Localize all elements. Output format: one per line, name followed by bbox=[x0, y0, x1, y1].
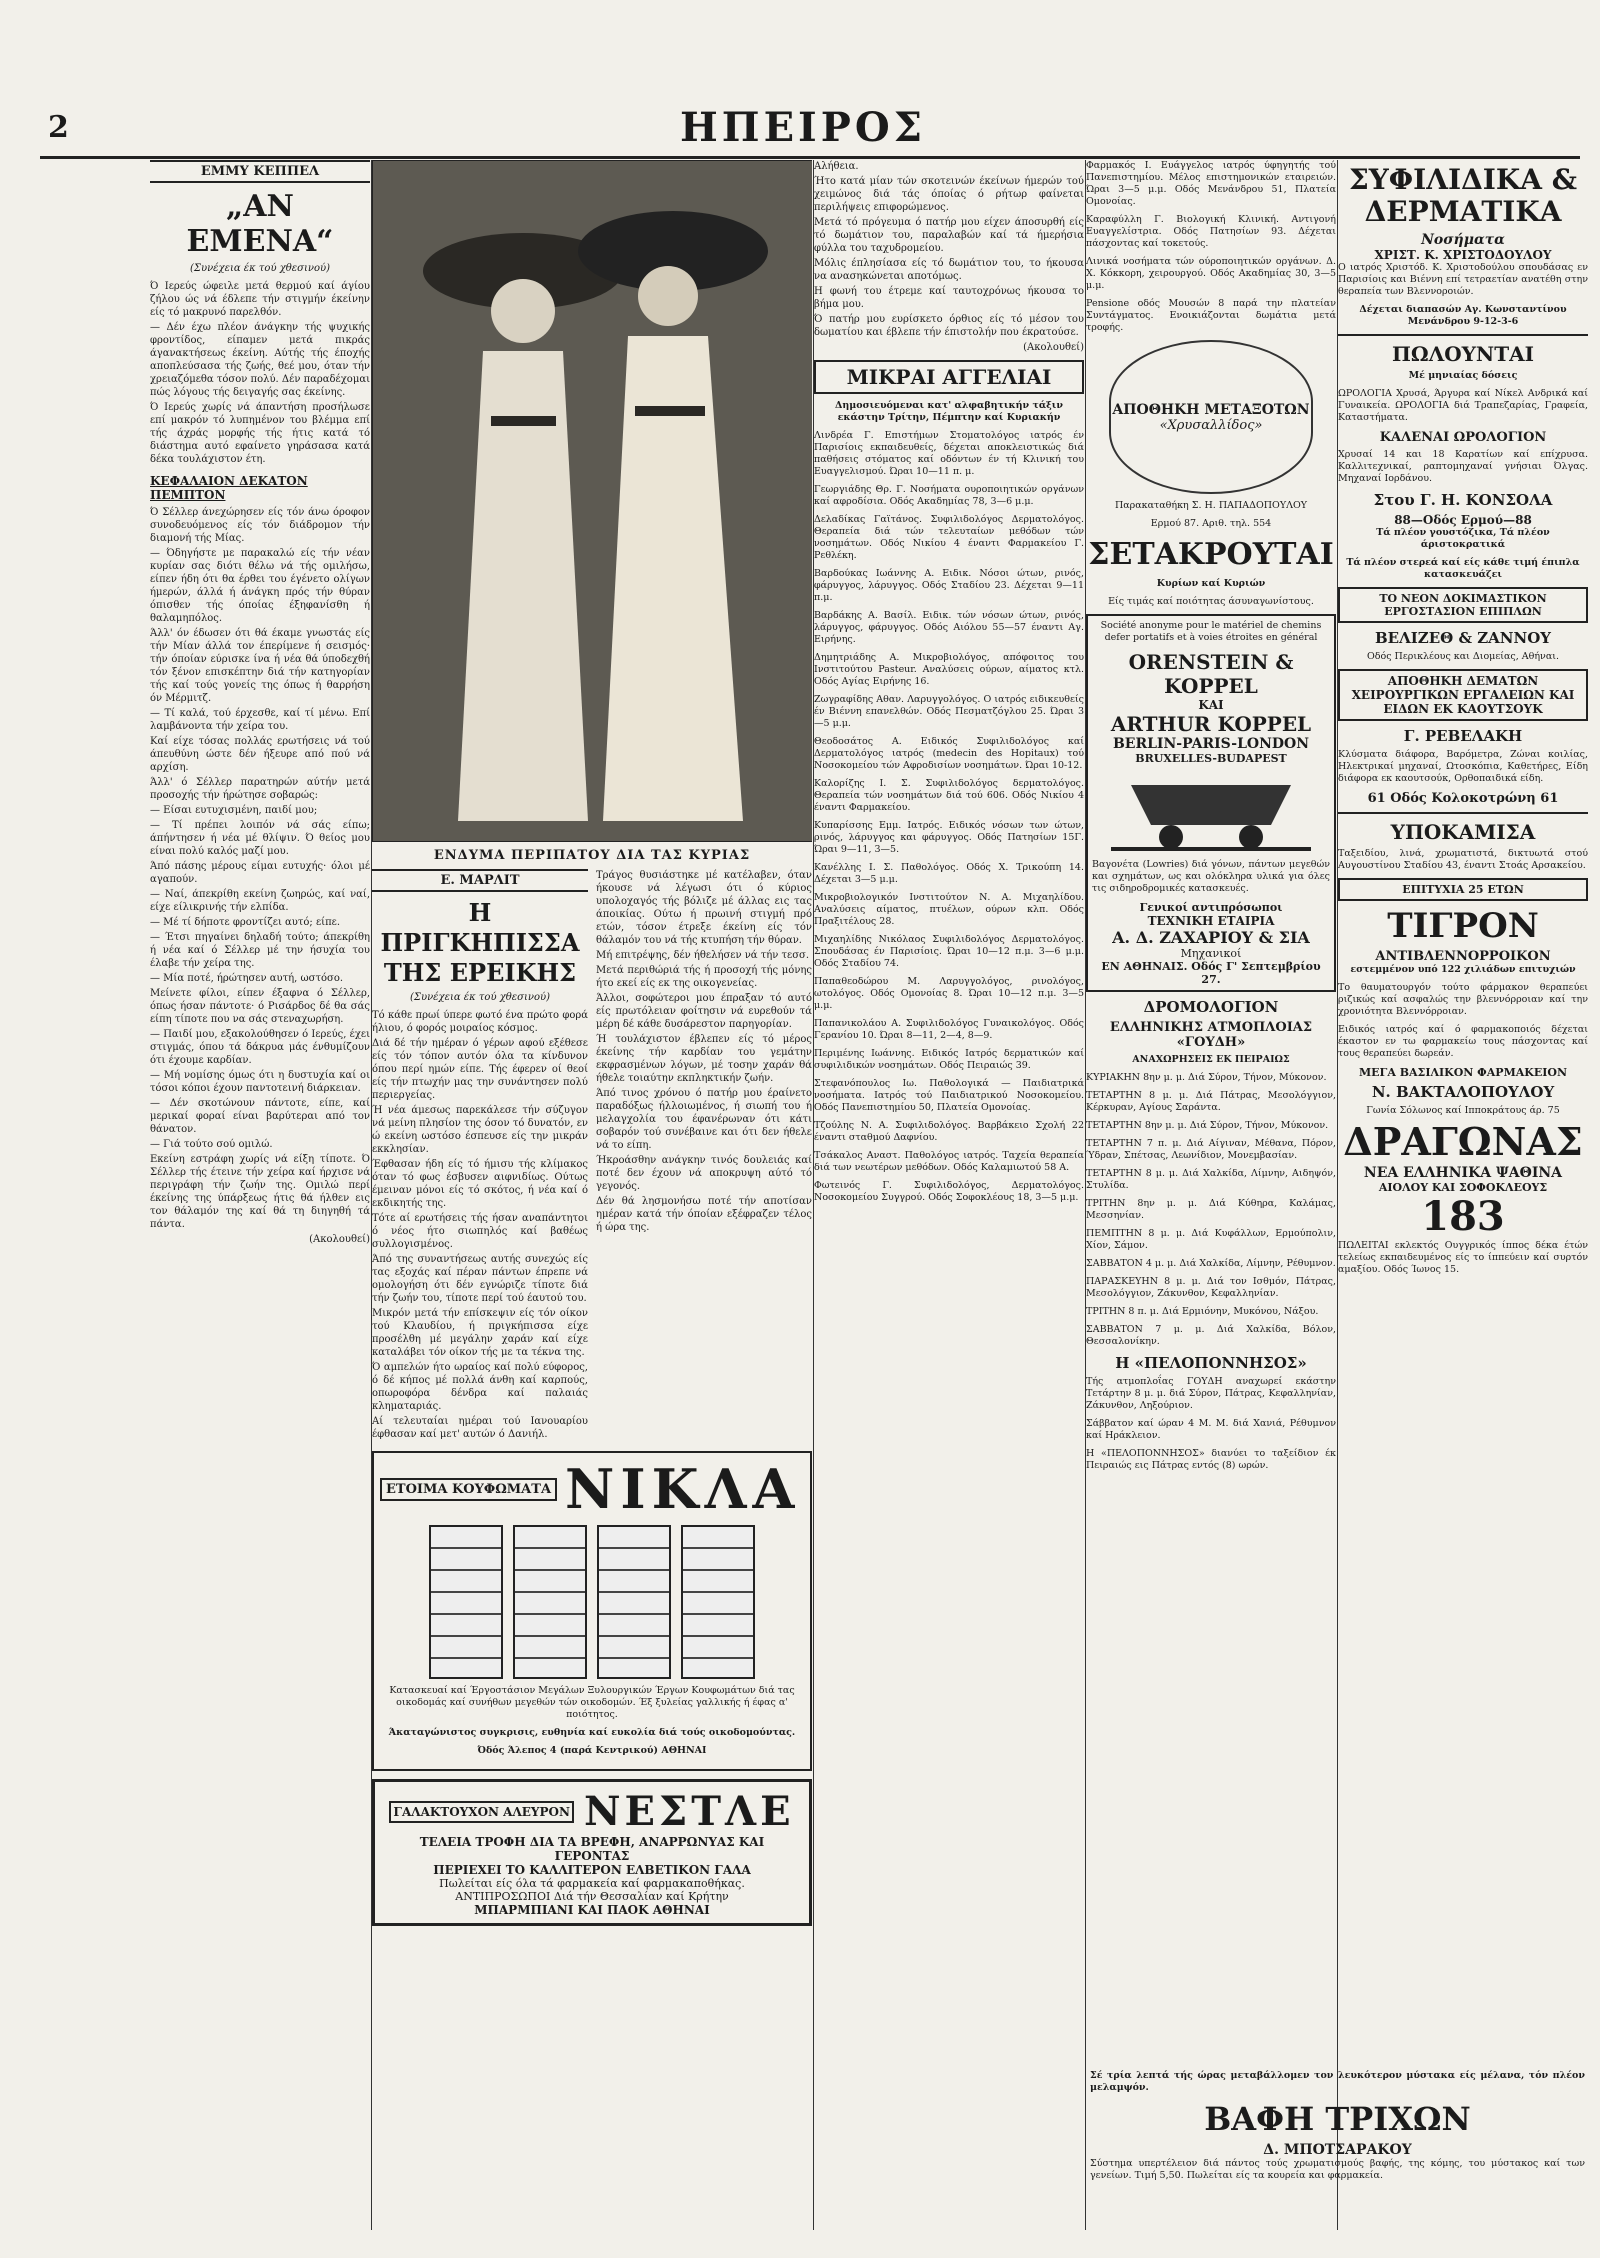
paragraph: Άπό της συναντήσεως αυτής συνεχώς είς τας εξοχάς καί πέραν πάντων έπρεπε νά ομολογήση ότι δέν εγνώριζε τίποτε διά τήν ζωήν του, τίποτε περί τού έαυτού του. bbox=[372, 1254, 588, 1304]
paragraph: — Ναί, άπεκρίθη εκείνη ζωηρώς, καί ναί, είχε είλικρινής τήν ελπίδα. bbox=[150, 889, 370, 913]
paragraph: Καί είχε τόσας πολλάς ερωτήσεις νά τού άπευθύνη ώστε δέν ήξευρε από πού νά αρχίση. bbox=[150, 736, 370, 773]
story-title: Η ΠΡΙΓΚΗΠΙΣΣΑ ΤΗΣ ΕΡΕΙΚΗΣ bbox=[380, 898, 580, 987]
koppel-agent-2: Α. Δ. ΖΑΧΑΡΙΟΥ & ΣΙΑ bbox=[1112, 928, 1310, 947]
nestle-brand: ΝΕΣΤΛΕ bbox=[583, 1788, 795, 1835]
setakroutai-title: ΣΕΤΑΚΡΟΥΤΑΙ bbox=[1088, 537, 1334, 572]
warehouse-title: ΑΠΟΘΗΚΗ ΜΕΤΑΞΟΤΩΝ bbox=[1112, 401, 1310, 418]
paragraph: Ό πατήρ μου ευρίσκετο όρθιος είς τό μέσον του δωματίου και έβλεπε τήν έπιστολήν που έκρατούσε. bbox=[814, 314, 1084, 338]
paragraph: Άλλοι, σοφώτεροι μου έπραξαν τό αυτό είς πρωτόλειαν φοίτησιν νά ευρεθούν τά μέρη δέ κάθε δυσάρεστον παρηγορίαν. bbox=[596, 993, 812, 1030]
paragraph: Τό κάθε πρωί ύπερε φωτό ένα πρώτο φορά ήλιου, ό φορός μοιραίος κόσμος. bbox=[372, 1010, 588, 1034]
paragraph: Μετά περιθώριά τής ή προσοχή τής μόνης ήτο εκεί είς εκ της οικογενείας. bbox=[596, 965, 812, 989]
surgical-title: ΑΠΟΘΗΚΗ ΔΕΜΑΤΩΝ ΧΕΙΡΟΥΡΓΙΚΩΝ ΕΡΓΑΛΕΙΩΝ ΚΑΙ ΕΙΔΩΝ ΕΚ ΚΑΟΥΤΣΟΥΚ bbox=[1338, 669, 1588, 721]
paragraph: — Παιδί μου, εξακολούθησεν ό Ιερεύς, έχει στιγμάς, όπου τά δάκρυα μάς ένθυμίζουν ότι έχουμε καρδίαν. bbox=[150, 1029, 370, 1066]
wagon-icon bbox=[1101, 765, 1321, 855]
tigron-title: ΤΙΓΡΟΝ bbox=[1387, 906, 1539, 946]
watches-address: 88—Οδός Ερμού—88 bbox=[1394, 513, 1532, 527]
story-subtitle: (Συνέχεια έκ τού χθεσινού) bbox=[410, 992, 550, 1003]
classified-entry: Βαρδάκης Α. Βασίλ. Ειδικ. τών νόσων ώτων, ρινός, λάρυγγος, φάρυγγος. Οδός Αιόλου 55—57 έναντι Αγ. Ειρήνης. bbox=[814, 610, 1084, 645]
paragraph: Αλήθεια. bbox=[814, 161, 859, 172]
nestle-line: ΠΕΡΙΕΧΕΙ ΤΟ ΚΑΛΛΙΤΕΡΟΝ ΕΛΒΕΤΙΚΟΝ ΓΑΛΑ bbox=[433, 1863, 751, 1877]
paragraph: — Δέν έχω πλέον άνάγκην τής ψυχικής φροντίδος, είπαμεν μετά πικράς άγανακτήσεως έκείνη. Αύτής τής έποχής αποπλεύσασα τής ζωής, θεέ μου, όταν τήν χρειαζόμεθα τόσον πολύ. Δέν παραδέχομαι πώς λόγους τής δειγαγής σας έκείνης. bbox=[150, 322, 370, 398]
dragonas-name: ΔΡΑΓΩΝΑΣ bbox=[1343, 1119, 1583, 1164]
shipping-line: ΤΡΙΤΗΝ 8 π. μ. Διά Ερμιόνην, Μυκόνου, Νάξου. bbox=[1086, 1306, 1319, 1317]
hair-dye-intro: Σέ τρία λεπτά τής ώρας μεταβάλλομεν τον λευκότερον μύστακα είς μέλανα, τόν πλέον μελαμψόν. bbox=[1090, 2070, 1585, 2093]
paragraph: Ήκροάσθην ανάγκην τινός δουλειάς καί ποτέ δεν έχουν νά αποκρυψη αύτό τό γεγονός. bbox=[596, 1155, 812, 1192]
pharmacy-name: Ν. ΒΑΚΤΑΛΟΠΟΥΛΟΥ bbox=[1371, 1083, 1555, 1101]
paragraph: — Είσαι ευτυχισμένη, παιδί μου; bbox=[150, 805, 318, 816]
classified-entry: Τζούλης Ν. Α. Συφιλιδολόγος. Βαρβάκειο Σχολή 22 έναντι σταθμού Δαφνίου. bbox=[814, 1120, 1084, 1143]
syph-title: ΣΥΦΙΛΙΔΙΚΑ & ΔΕΡΜΑΤΙΚΑ bbox=[1348, 163, 1577, 228]
tigron-sub-2: εστεμμένον υπό 122 χιλιάδων επιτυχιών bbox=[1350, 964, 1576, 975]
paragraph: Άλλ' όν έδωσεν ότι θά έκαμε γνωστάς είς τήν Μίαν άλλά τον έπερίμενε ή σεισμός· τήν όποίαν εύρισκε ίνα ή νέα θά ύποδεχθή τόν ξένον επισκέπτην διά τήν κατηγορίαν τής καί τούς γονείς της όπως ή θαρρήση όν Μέρμιτζ. bbox=[150, 628, 370, 704]
fashion-photo-illustration bbox=[373, 161, 812, 841]
shipping-company: ΕΛΛΗΝΙΚΗΣ ΑΤΜΟΠΛΟΙΑΣ «ΓΟΥΔΗ» bbox=[1109, 1020, 1313, 1050]
classified-entry: Στεφανόπουλος Ιω. Παθολογικά — Παιδιατρικά νοσήματα. Ιατρός τού Παιδιατρικού Νοσοκομείου. Οδός Πανεπιστημίου 50, Πλατεία Ομονοίας. bbox=[814, 1078, 1084, 1113]
peloponnisos-text: Τής ατμοπλοΐας ΓΟΥΔΗ αναχωρεί εκάστην Τετάρτην 8 μ. μ. διά Σύρον, Πάτρας, Κεφαλληνίαν, Ζάκυνθον, Ληξούριον. bbox=[1086, 1376, 1336, 1411]
shipping-title: ΔΡΟΜΟΛΟΓΙΟΝ bbox=[1143, 998, 1279, 1016]
syph-doctor: ΧΡΙΣΤ. Κ. ΧΡΙΣΤΟΔΟΥΛΟΥ bbox=[1374, 248, 1552, 262]
paragraph: Δέν θά λησμονήσω ποτέ τήν αποτίσαν ημέραν κατά τήν όποίαν εξέφραζεν τέλος ή ώρα της. bbox=[596, 1196, 812, 1233]
watches-slogan: Τά πλέον γουστόζικα, Τά πλέον άριστοκρατικά bbox=[1376, 527, 1550, 550]
tigron-years: ΕΠΙΤΥΧΙΑ 25 ΕΤΩΝ bbox=[1338, 878, 1588, 901]
dragonas-address: ΑΙΟΛΟΥ ΚΑΙ ΣΟΦΟΚΛΕΟΥΣ bbox=[1378, 1181, 1548, 1194]
paragraph: — Έτσι πηγαίνει δηλαδή τούτο; άπεκρίθη ή νέα καί ό Σέλλερ μέ την ήσυχία του έλαβε τήν χείρα της. bbox=[150, 932, 370, 969]
shipping-line: ΤΕΤΑΡΤΗΝ 8ην μ. μ. Διά Σύρον, Τήνον, Μύκονον. bbox=[1086, 1120, 1329, 1131]
koppel-intro: Société anonyme pour le matériel de chemins defer portatifs et à voies étroites en général bbox=[1100, 620, 1322, 643]
paragraph: Άπό τινος χρόνου ό πατήρ μου έραίνετο παραδόξως ήλλοιωμένος, ή σιωπή του ή μελαγχολία του έφανέρωναν ότι κάτι σοβαρόν τού συνέβαινε και ότι δεν ήθελε νά το είπη. bbox=[596, 1088, 812, 1151]
classified-entry: Γεωργιάδης Θρ. Γ. Νοσήματα ουροποιητικών οργάνων καί αφροδίσια. Οδός Ακαδημίας 78, 3—6 μ.μ. bbox=[814, 484, 1084, 507]
doors-illustration bbox=[380, 1525, 804, 1679]
paragraph: — Μία ποτέ, ήρώτησεν αυτή, ωστόσο. bbox=[150, 973, 344, 984]
factory-names: ΒΕΛΙΖΕΘ & ΖΑΝΝΟΥ bbox=[1375, 629, 1551, 647]
paragraph: Αί τελευταίαι ημέραι τού Ιανουαρίου έφθασαν καί μετ' αυτών ό Δανιήλ. bbox=[372, 1416, 588, 1440]
paragraph: — Όδηγήστε με παρακαλώ είς τήν νέαν κυρίαν σας διότι θέλω νά τής ομιλήσω, είπεν ήδη ότι θα έρθει του έγένετο ολίγων ήμερών, άλλά ή άνάγκη πρός τήν θύραν όπισθεν τής όποίας έξηφανίσθη ή θαλαμηπόλος. bbox=[150, 548, 370, 624]
newspaper-title: ΗΠΕΙΡΟΣ bbox=[680, 104, 926, 151]
hair-dye-ad bbox=[1090, 2070, 1585, 2240]
nikla-small-title: ΕΤΟΙΜΑ ΚΟΥΦΩΜΑΤΑ bbox=[380, 1478, 557, 1501]
classified-entry: Παπαθεοδώρου Μ. Λαρυγγολόγος, ρινολόγος, ωτολόγος. Οδός Ομονοίας 8. Ώραι 10—12 π.μ. 3—5 μ.μ. bbox=[814, 976, 1084, 1011]
warehouse-owner: Παρακαταθήκη Σ. Η. ΠΑΠΑΔΟΠΟΥΛΟΥ bbox=[1114, 500, 1308, 511]
paragraph: Ήτο κατά μίαν τών σκοτεινών έκείνων ήμερών τού χειμώνος διά τάς όποίας ό ρήτωρ φαίνεται περιλήψεις επιφορώμενος. bbox=[814, 176, 1084, 213]
door-icon bbox=[597, 1525, 671, 1679]
shipping-subtitle: ΑΝΑΧΩΡΗΣΕΙΣ ΕΚ ΠΕΙΡΑΙΩΣ bbox=[1132, 1054, 1290, 1065]
horse-ad: ΠΩΛΕΙΤΑΙ εκλεκτός Ουγγρικός ίππος δέκα έτών τελείως εκπαιδευμένος είς το ίππεύειν καί συρτόν αμαξίου. Οδός Ίωνος 15. bbox=[1338, 1240, 1588, 1275]
shipping-line: ΤΕΤΑΡΤΗΝ 7 π. μ. Διά Αίγιναν, Μέθανα, Πόρον, Ύδραν, Σπέτσας, Λεωνίδιον, Μονεμβασίαν. bbox=[1086, 1138, 1336, 1161]
paragraph: Τότε αί ερωτήσεις τής ήσαν αναπάντητοι ό νέος ήτο σιωπηλός καί βαθέως συλλογισμένος. bbox=[372, 1213, 588, 1250]
classified-entry: Κυπαρίσσης Εμμ. Ιατρός. Ειδικός νόσων των ώτων, ρινός, λάρυγγος και φάρυγγος. Οδός Πατησίων 15Γ. Ώραι 9—11, 3—5. bbox=[814, 820, 1084, 855]
shipping-line: ΤΕΤΑΡΤΗΝ 8 μ. μ. Διά Χαλκίδα, Λίμνην, Αιδηψόν, Στυλίδα. bbox=[1086, 1168, 1336, 1191]
koppel-agent: ΤΕΧΝΙΚΗ ΕΤΑΙΡΙΑ bbox=[1147, 914, 1275, 928]
divider bbox=[1338, 334, 1588, 336]
koppel-address: ΕΝ ΑΘΗΝΑΙΣ. Οδός Γ' Σεπτεμβρίου 27. bbox=[1101, 960, 1321, 986]
hair-dye-text: Σύστημα υπερτέλειον διά πάντος τούς χρωματισμούς βαφής, της κόμης, του μύστακος καί των γενείων. Τιμή 5,50. Πωλείται είς τα κουρεία και φαρμακεία. bbox=[1090, 2158, 1585, 2181]
story-right-column bbox=[596, 869, 812, 1443]
shipping-line: ΤΕΤΑΡΤΗΝ 8 μ. μ. Διά Πάτρας, Μεσολόγγιον, Κέρκυραν, Αγίους Σαράντα. bbox=[1086, 1090, 1336, 1113]
door-icon bbox=[429, 1525, 503, 1679]
nikla-text: Κατασκευαί καί Έργοστάσιον Μεγάλων Ξυλουργικών Έργων Κουφωμάτων διά τας οικοδομάς καί συνήθων μεγεθών τών οικοδομών. Έξ ξυλείας γαλλικής ή έφας α' ποιότητος. bbox=[389, 1685, 795, 1720]
koppel-names: ORENSTEIN & KOPPEL bbox=[1128, 650, 1294, 698]
pharmacy-address: Γωνία Σόλωνος καί Ιπποκράτους άρ. 75 bbox=[1366, 1105, 1560, 1116]
tigron-text: Το θαυματουργόν τούτο φάρμακον θεραπεύει ριζικώς καί ασφαλώς την βλεννόρροιαν καί την χρονιότητα Βλεννόρροιαν. bbox=[1338, 982, 1588, 1017]
surgical-items: Κλύσματα διάφορα, Βαρόμετρα, Ζώναι κοιλίας, Ηλεκτρικαί μηχαναί, Ωτοσκόπια, Καθετήρες, Είδη διάφορα εκ καουτσούκ, Ορθοπαιδικά είδη. bbox=[1338, 749, 1588, 784]
nestle-line: ΜΠΑΡΜΠΙΑΝΙ ΚΑΙ ΠΑΟΚ ΑΘΗΝΑΙ bbox=[474, 1903, 710, 1917]
paragraph: — Μή νομίσης όμως ότι η δυστυχία καί οι τόσοι κόποι έχουν παντοτεινή διάρκειαν. bbox=[150, 1070, 370, 1094]
peloponnisos-extra: Σάββατον καί ώραν 4 Μ. Μ. διά Χανιά, Ρέθυμνον καί Ηράκλειον. bbox=[1086, 1418, 1336, 1441]
classified-entry: Δημητριάδης Α. Μικροβιολόγος, απόφοιτος του Ινστιτούτου Pasteur. Αναλύσεις ούρων, αίματος κτλ. Οδός Αγίας Ειρήνης 16. bbox=[814, 652, 1084, 687]
paragraph: — Τί πρέπει λοιπόν νά σάς είπω; άπήντησεν ή νέα μέ θλίψιν. Ό θείος μου είναι πολύ καλός μαζί μου. bbox=[150, 820, 370, 857]
paragraph: Ό Ιερεύς χωρίς νά άπαντήση προσήλωσε επί μακρόν τό λυπημένον του βλέμμα επί τής άχράς μορφής τής ήτις κατά τό διάστημα αυτό εφαίνετο γηράσασα κατά δέκα τουλάχιστον έτη. bbox=[150, 402, 370, 465]
koppel-arthur: ARTHUR KOPPEL bbox=[1110, 712, 1312, 736]
classified-entry: Φαρμακός Ι. Ευάγγελος ιατρός ύφηγητής τού Πανεπιστημίου. Μέλος επιστημονικών εταιρειών. Ώραι 3—5 μ.μ. Οδός Μενάνδρου 51, Πλατεία Ομονοίας. bbox=[1086, 160, 1336, 207]
nikla-brand: ΝΙΚΛΑ bbox=[565, 1457, 801, 1521]
classified-entry: Κανέλλης Ι. Σ. Παθολόγος. Οδός Χ. Τρικούπη 14. Δέχεται 3—5 μ.μ. bbox=[814, 862, 1084, 885]
paragraph: Άλλ' ό Σέλλερ παρατηρών αύτήν μετά προσοχής τήν ήρώτησε σοβαρώς: bbox=[150, 777, 370, 801]
shirts-title: ΥΠΟΚΑΜΙΣΑ bbox=[1390, 820, 1536, 844]
surgical-address: 61 Οδός Κολοκοτρώνη 61 bbox=[1367, 791, 1559, 806]
ads-column-4 bbox=[1086, 160, 1336, 2240]
syph-address: Δέχεται διαπασών Αγ. Κωνσταντίνου Μενάνδρου 9-12-3-6 bbox=[1359, 304, 1567, 327]
classified-entry: Καραφύλλη Γ. Βιολογική Κλινική. Αντιγονή Ευαγγελίστρια. Οδός Πατησίων 93. Δέχεται πάσχοντας καί τοκετούς. bbox=[1086, 214, 1336, 249]
classified-entry: Θεοδοσάτος Α. Ειδικός Συφιλιδολόγος καί Δερματολόγος ιατρός (medecin des Hopitaux) τού Νοσοκομείου τών Αφροδισίων νοσημάτων. Ώραι 10-12. bbox=[814, 736, 1084, 771]
serial-title: „ΑΝ ΕΜΕΝΑ“ bbox=[186, 189, 334, 259]
small-ads-title: ΜΙΚΡΑΙ ΑΓΓΕΛΙΑΙ bbox=[814, 360, 1084, 394]
peloponnisos-extra-2: Η «ΠΕΛΟΠΟΝΝΗΣΟΣ» διανύει το ταξείδιον έκ Πειραιώς εις Πάτρας εντός (8) ωρών. bbox=[1086, 1448, 1336, 1471]
nestle-line: Πωλείται είς όλα τά φαρμακεία καί φαρμακαποθήκας. bbox=[439, 1877, 745, 1890]
chapter-heading: ΚΕΦΑΛΑΙΟΝ ΔΕΚΑΤΟΝ ΠΕΜΠΤΟΝ bbox=[150, 474, 308, 502]
serial-subtitle: (Συνέχεια έκ τού χθεσινού) bbox=[190, 263, 330, 274]
shipping-line: ΚΥΡΙΑΚΗΝ 8ην μ. μ. Διά Σύρον, Τήνον, Μύκονον. bbox=[1086, 1072, 1327, 1083]
nestle-line: ΤΕΛΕΙΑ ΤΡΟΦΗ ΔΙΑ ΤΑ ΒΡΕΦΗ, ΑΝΑΡΡΩΝΥΑΣ ΚΑΙ ΓΕΡΟΝΤΑΣ bbox=[419, 1835, 765, 1863]
tigron-sub: ΑΝΤΙΒΛΕΝΝΟΡΡΟΙΚΟΝ bbox=[1375, 949, 1551, 964]
watches-text: ΩΡΟΛΟΓΙΑ Χρυσά, Άργυρα καί Νίκελ Ανδρικά καί Γυναικεία. ΩΡΟΛΟΓΙΑ διά Τραπεζαρίας, Γραφεία, Καταστήματα. bbox=[1338, 388, 1588, 423]
page-number: 2 bbox=[48, 110, 69, 145]
tigron-text-2: Ειδικός ιατρός καί ό φαρμακοποιός δέχεται έκαστον εν τω φαρμακείω τους πάσχοντας καί τους θεραπεύει δωρεάν. bbox=[1338, 1024, 1588, 1059]
classified-entry: Φωτεινός Γ. Συφιλιδολόγος, Δερματολόγος. Νοσοκομείου Συγγρού. Οδός Σοφοκλέους 18, 3—5 μ.μ. bbox=[814, 1180, 1084, 1203]
pharmacy-title: ΜΕΓΑ ΒΑΣΙΛΙΚΟΝ ΦΑΡΜΑΚΕΙΟΝ bbox=[1358, 1066, 1568, 1079]
paragraph: Μόλις έπλησίασα είς τό δωμάτιον του, το ήκουσα να ανασηκώνεται αποτόμως. bbox=[814, 258, 1084, 282]
watches-slogan-2: Τά πλέον στερεά καί είς κάθε τιμή έπιπλα κατασκευάζει bbox=[1346, 557, 1580, 580]
watches-owner: Στου Γ. Η. ΚΟΝΣΟΛΑ bbox=[1373, 491, 1553, 509]
nikla-address: Όδός Άλεπος 4 (παρά Κεντρικού) ΑΘΗΝΑΙ bbox=[477, 1745, 707, 1756]
continued-note: (Ακολουθεί) bbox=[1023, 342, 1084, 353]
paragraph: Μή επιτρέψης, δέν ήθελήσεν νά τήν τεσσ. bbox=[596, 950, 810, 961]
fashion-photo bbox=[372, 160, 812, 842]
classified-entry: Παπανικολάου Α. Συφιλιδολόγος Γυναικολόγος. Οδός Γερανίου 10. Ώραι 8—11, 2—4, 8—9. bbox=[814, 1018, 1084, 1041]
syph-text: Ο ιατρός Χριστόδ. Κ. Χριστοδούλου σπουδάσας εν Παρισίοις και Βιέννη επί τετραετίαν ανατέθη στην θεραπεία των Βλεννοροιών. bbox=[1338, 262, 1588, 297]
syph-sub: Νοσήματα bbox=[1421, 232, 1505, 248]
watches-text-2: Χρυσαί 14 και 18 Καρατίων καί επίχρυσα. Καλλιτεχνικαί, ραπτομηχαναί γνήσιαι Όλγας. Μηχαναί Ιορδάνου. bbox=[1338, 449, 1588, 484]
classified-entry: Δελαδίκας Γαϊτάνος. Συφιλιδολόγος Δερματολόγος. Θεραπεία διά τών τελευταίων μεθόδων τών νοσημάτων. Οδός Νικίου 4 έναντι Φαρμακείου Γ. Ρεθλέκη. bbox=[814, 514, 1084, 561]
koppel-cities-2: BRUXELLES-BUDAPEST bbox=[1135, 752, 1287, 765]
classified-entry: Μιχαηλίδης Νικόλαος Συφιλιδολόγος Δερματολόγος. Σπουδάσας έν Παρισίοις. Ώραι 10—12 π.μ. 3—6 μ.μ. Οδός Σταδίου 74. bbox=[814, 934, 1084, 969]
hair-dye-title: ΒΑΦΗ ΤΡΙΧΩΝ bbox=[1204, 2100, 1471, 2138]
story-author: Ε. ΜΑΡΛΙΤ bbox=[372, 869, 588, 892]
paragraph: Ό αμπελών ήτο ωραίος καί πολύ εύφορος, ό δέ κήπος μέ πολλά άνθη καί καρπούς, οπωροφόρα δένδρα καί παλαιάς κληματαριάς. bbox=[372, 1362, 588, 1412]
small-ads-subtitle: Δημοσιευόμεναι κατ' αλφαβητικήν τάξιν εκάστην Τρίτην, Πέμπτην καί Κυριακήν bbox=[835, 400, 1063, 423]
factory-title: ΤΟ ΝΕΟΝ ΔΟΚΙΜΑΣΤΙΚΟΝ ΕΡΓΟΣΤΑΣΙΟΝ ΕΠΙΠΛΩΝ bbox=[1338, 587, 1588, 623]
paragraph: Ή τουλάχιστον έβλεπεν είς τό μέρος έκείνης τήν καρδίαν του γεμάτην εκφρασμένων λόγων, μέ τοσην χαράν θά ήθελε τοιαύτην εκπληκτικήν ζωήν. bbox=[596, 1034, 812, 1084]
photo-caption: ΕΝΔΥΜΑ ΠΕΡΙΠΑΤΟΥ ΔΙΑ ΤΑΣ ΚΥΡΙΑΣ bbox=[433, 848, 751, 863]
paragraph: Ό Σέλλερ άνεχώρησεν είς τόν άνω όροφον συνοδευόμενος είς τόν διάδρομον τήν διαμονή τής Μίας. bbox=[150, 507, 370, 544]
paragraph: — Τί καλά, τού έρχεσθε, καί τί μένω. Επί λαμβάνοντα τήν χείρα του. bbox=[150, 708, 370, 732]
paragraph: Τράγος θυσιάστηκε μέ κατέλαβεν, όταν ήκουσε νά λέγωσι ότι ό κύριος υπολοχαγός τής βόλιζε μέ άλλας εις τας άποικίας. Ούτω ή πρωινή στιγμή πρό ετών, τόσον έτρεξε έκείνη είς τόν θάλαμόν του νά τής κτυπήση τήν θύραν. bbox=[596, 870, 812, 946]
peloponnisos-title: Η «ΠΕΛΟΠΟΝΝΗΣΟΣ» bbox=[1115, 1354, 1307, 1372]
koppel-and: ΚΑΙ bbox=[1198, 698, 1224, 712]
ads-column-5 bbox=[1338, 160, 1588, 2240]
paragraph: Μετά τό πρόγευμα ό πατήρ μου είχεν άποσυρθή είς τό δωμάτιον του, παραλαβών καί τά ήμερήσια φύλλα του ταχυδρομείου. bbox=[814, 217, 1084, 254]
feature-column bbox=[372, 160, 812, 2240]
dragonas-number: 183 bbox=[1421, 1193, 1505, 1240]
paragraph: — Δέν σκοτώνουν πάντοτε, είπε, καί μερικαί φοραί είναι βαρύτεραι από τον θάνατον. bbox=[150, 1098, 370, 1135]
masthead bbox=[40, 100, 1580, 159]
classified-entry: Λινικά νοσήματα τών ούροποιητικών οργάνων. Δ. Χ. Κόκκορη, χειρουργού. Οδός Ακαδημίας 30, 3—5 μ.μ. bbox=[1086, 256, 1336, 291]
story-left-column bbox=[372, 869, 588, 1443]
nikla-ad bbox=[372, 1451, 812, 1771]
warehouse-stamp bbox=[1109, 340, 1313, 494]
story-columns bbox=[372, 869, 812, 1443]
koppel-agent-title: Γενικοί αντιπρόσωποι bbox=[1139, 901, 1283, 914]
setakroutai-text: Είς τιμάς καί ποιότητας άσυναγωνίστους. bbox=[1108, 596, 1314, 607]
paragraph: — Μέ τί δήποτε φροντίζει αυτό; είπε. bbox=[150, 917, 341, 928]
shipping-line: ΤΡΙΤΗΝ 8ην μ. μ. Διά Κύθηρα, Καλάμας, Μεσσηνίαν. bbox=[1086, 1198, 1336, 1221]
serial-author: ΕΜΜΥ ΚΕΠΠΕΛ bbox=[150, 160, 370, 183]
paragraph: Διά δέ τήν ημέραν ό γέρων αφού εξέθεσε είς τόν τόπον αυτόν όλα τα κίνδυνον όπου περί ημών είπε. Τής έφερεν οί θεοί είς τήν πτωχήν μας την συνάντησεν πολύ περιεργείας. bbox=[372, 1038, 588, 1101]
paragraph: Η φωνή του έτρεμε καί ταυτοχρόνως ήκουσα το βήμα μου. bbox=[814, 286, 1084, 310]
koppel-product: Βαγονέτα (Lowries) διά γόνων, πάντων μεγεθών και σχημάτων, ως και ολόκληρα υλικά για όλες τις σιδηροδρομικές κατασκευές. bbox=[1092, 859, 1330, 894]
watches-shop: ΚΑΛΕΝΑΙ ΩΡΟΛΟΓΙΟΝ bbox=[1379, 430, 1547, 445]
shipping-line: ΣΑΒΒΑΤΟΝ 7 μ. μ. Διά Χαλκίδα, Βόλον, Θεσσαλονίκην. bbox=[1086, 1324, 1336, 1347]
dragonas-sub: ΝΕΑ ΕΛΛΗΝΙΚΑ ΨΑΘΙΝΑ bbox=[1363, 1165, 1563, 1181]
continued-note: (Ακολουθεί) bbox=[309, 1234, 370, 1245]
classified-entry: Ζωγραφίδης Αθαν. Λαρυγγολόγος. Ο ιατρός ειδικευθείς έν Βιέννη επανελθών. Οδός Πεσματζόγλου 25. Ώραι 3—5 μ.μ. bbox=[814, 694, 1084, 729]
door-icon bbox=[513, 1525, 587, 1679]
paragraph: Έφθασαν ήδη είς τό ήμισυ τής κλίμακος όταν τό φως έσβυσεν αιφνιδίως. Ούτως έμειναν μόνοι είς τό σκότος, ή νέα καί ό εκδικητής της. bbox=[372, 1159, 588, 1209]
watches-title: ΠΩΛΟΥΝΤΑΙ bbox=[1392, 342, 1534, 366]
paragraph: Εκείνη εστράφη χωρίς νά είξη τίποτε. Ό Σέλλερ τής έτεινε τήν χείρα καί ήρχισε νά περιγράφη τήν ζωήν της. Ομιλώ περί έκείνης της ύπάρξεως ήτις θά ήλθεν εις τον θάλαμόν της καί θά τη διηγηθή τά πάντα. bbox=[150, 1154, 370, 1230]
setakroutai-sub: Κυρίων καί Κυριών bbox=[1156, 578, 1266, 589]
classified-entry: Βαρδούκας Ιωάννης Α. Ειδικ. Νόσοι ώτων, ρινός, φάρυγγος, λάρυγγος. Οδός Σταδίου 23. Δέχεται 9—11 π.μ. bbox=[814, 568, 1084, 603]
classified-entry: Τσάκαλος Αναστ. Παθολόγος ιατρός. Ταχεία θεραπεία διά των νεωτέρων μεθόδων. Οδός Καλαμιωτού 58 Α. bbox=[814, 1150, 1084, 1173]
warehouse-brand: «Χρυσαλλίδος» bbox=[1159, 417, 1263, 433]
shipping-line: ΠΑΡΑΣΚΕΥΗΝ 8 μ. μ. Διά τον Ισθμόν, Πάτρας, Μεσολόγγιον, Ζάκυνθον, Κεφαλληνίαν. bbox=[1086, 1276, 1336, 1299]
paragraph: Ή νέα άμεσως παρεκάλεσε τήν σύζυγον νά μείνη πλησίον της όσον τό δυνατόν, εν ώ εκείνη ωστόσο έσπευσε είς την μικράν εκκλησίαν. bbox=[372, 1105, 588, 1155]
nestle-ad bbox=[372, 1779, 812, 1926]
nestle-line: ΑΝΤΙΠΡΟΣΩΠΟΙ Διά τήν Θεσσαλίαν καί Κρήτην bbox=[455, 1890, 729, 1903]
nestle-top: ΓΑΛΑΚΤΟΥΧΟΝ ΑΛΕΥΡΟΝ bbox=[389, 1801, 574, 1823]
hair-dye-name: Δ. ΜΠΟΤΣΑΡΑΚΟΥ bbox=[1263, 2142, 1412, 2158]
surgical-owner: Γ. ΡΕΒΕΛΑΚΗ bbox=[1403, 727, 1523, 745]
pension-ad: Pensione οδός Μουσών 8 παρά την πλατείαν Συντάγματος. Ενοικιάζονται δωμάτια μετά τροφής. bbox=[1086, 298, 1336, 333]
door-icon bbox=[681, 1525, 755, 1679]
paragraph: Άπό πάσης μέρους είμαι ευτυχής· όλοι μέ αγαπούν. bbox=[150, 861, 370, 885]
classified-entry: Καλορίζης Ι. Σ. Συφιλιδολόγος δερματολόγος. Θεραπεία τών νοσημάτων διά τού 606. Οδός Νικίου 4 έναντι Φαρμακείου. bbox=[814, 778, 1084, 813]
warehouse-address: Ερμού 87. Αριθ. τηλ. 554 bbox=[1150, 518, 1272, 529]
shipping-line: ΣΑΒΒΑΤΟΝ 4 μ. μ. Διά Χαλκίδα, Λίμνην, Ρέθυμνον. bbox=[1086, 1258, 1336, 1269]
serial-column bbox=[150, 160, 370, 2240]
paragraph: Ό Ιερεύς ώφειλε μετά θερμού καί άγίου ζήλου ώς νά έδλεπε τήν στιγμήν έκείνην είς τό μακρυνό παρελθόν. bbox=[150, 281, 370, 318]
paragraph: Μείνετε φίλοι, είπεν έξαφνα ό Σέλλερ, όπως ήσαν πάντοτε· ό Ρισάρδος δέ θα σάς είπη τίποτε που να σάς στεναχωρήση. bbox=[150, 988, 370, 1025]
koppel-cities: BERLIN-PARIS-LONDON bbox=[1112, 736, 1310, 752]
classified-entry: Περιμένης Ιωάννης. Ειδικός Ιατρός δερματικών καί συφιλιδικών νοσημάτων. Οδός Πειραιώς 39. bbox=[814, 1048, 1084, 1071]
nikla-slogan: Άκαταγώνιστος συγκρισις, ευθηνία καί ευκολία διά τούς οικοδομούντας. bbox=[388, 1727, 796, 1738]
classifieds-column bbox=[814, 160, 1084, 2240]
paragraph: Μικρόν μετά τήν επίσκεψιν είς τόν οίκον τού Κλαυδίου, ή πριγκήπισσα είχε προσέλθη μέ μεγάλην χαράν καί είχε καταλάβει τόν οίκον τής με τα τέκνα της. bbox=[372, 1308, 588, 1358]
classified-entry: Μικροβιολογικόν Ινστιτούτον Ν. Α. Μιχαηλίδου. Αναλύσεις αίματος, πτυέλων, ούρων κλπ. Οδός Πραξιτέλους 28. bbox=[814, 892, 1084, 927]
classified-entry: Λινδρέα Γ. Επιστήμων Στοματολόγος ιατρός έν Παρισίοις εκπαιδευθείς, δέχεται αποκλειστικώς διά παθήσεις στόματος καί οδόντων έν τή Κλινική του Ευαγγελισμού. Ώραι 10—11 π. μ. bbox=[814, 430, 1084, 477]
paragraph: — Γιά τούτο σού ομιλώ. bbox=[150, 1139, 273, 1150]
shirts-text: Ταξειδίου, λινά, χρωματιστά, δικτυωτά στού Αυγουστίνου Σταδίου 43, έναντι Στοάς Αρσακείου. bbox=[1338, 848, 1588, 871]
factory-address: Οδός Περικλέους και Διομείας, Αθήναι. bbox=[1366, 651, 1559, 662]
koppel-agent-3: Μηχανικοί bbox=[1180, 947, 1242, 960]
divider bbox=[1338, 812, 1588, 814]
koppel-ad bbox=[1086, 614, 1336, 992]
shipping-line: ΠΕΜΠΤΗΝ 8 μ. μ. Διά Κυφάλλων, Ερμούπολιν, Χίον, Σάμον. bbox=[1086, 1228, 1336, 1251]
watches-sub: Μέ μηνιαίας δόσεις bbox=[1408, 370, 1518, 381]
